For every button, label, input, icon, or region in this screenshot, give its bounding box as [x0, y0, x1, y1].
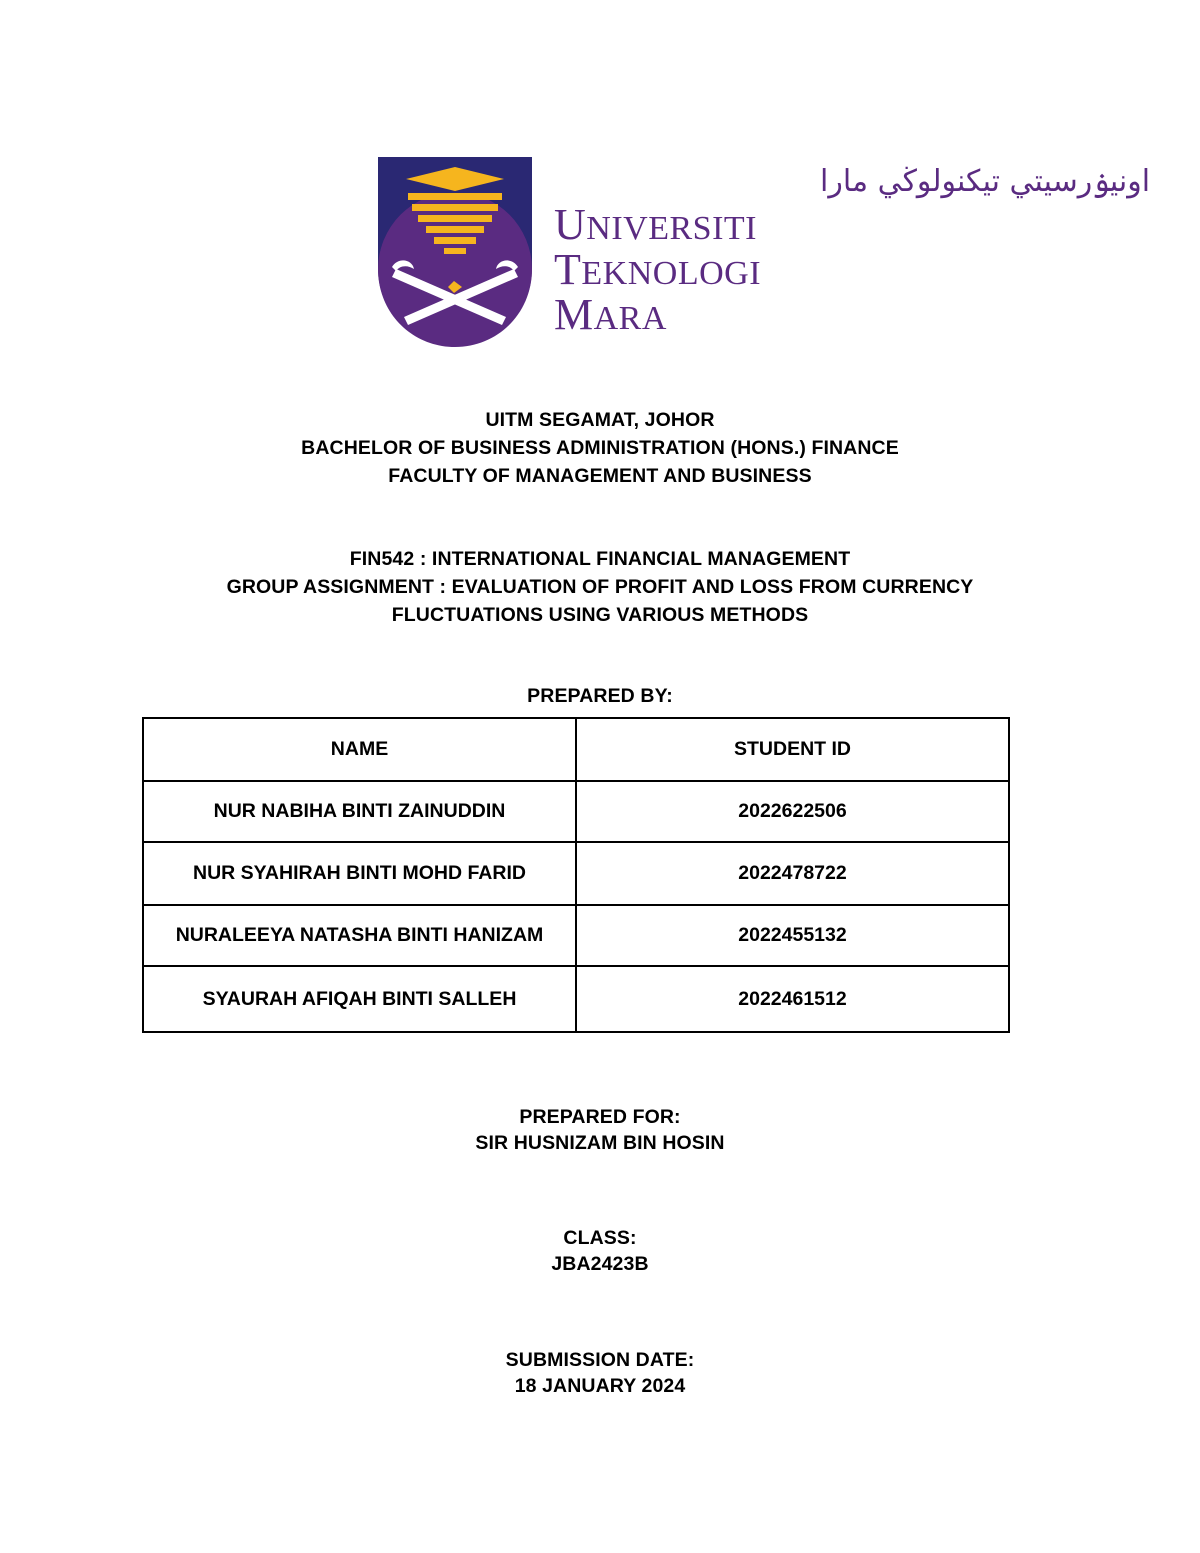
submission-date-value: 18 JANUARY 2024 — [514, 1375, 686, 1397]
wordmark-line-mara: MARA — [554, 290, 667, 339]
class-label: CLASS: — [563, 1227, 637, 1249]
uitm-wordmark — [554, 157, 1151, 349]
table-header-row — [143, 718, 1009, 781]
prepared-for-label: PREPARED FOR: — [519, 1106, 681, 1128]
student-name: SYAURAH AFIQAH BINTI SALLEH — [143, 966, 576, 1032]
assignment-title-line-1: GROUP ASSIGNMENT : EVALUATION OF PROFIT AND LOSS FROM CURRENCY — [226, 576, 974, 598]
student-name: NURALEEYA NATASHA BINTI HANIZAM — [143, 905, 576, 966]
submission-date-label: SUBMISSION DATE: — [505, 1349, 695, 1371]
student-id: 2022478722 — [576, 842, 1009, 905]
student-id: 2022455132 — [576, 905, 1009, 966]
student-id: 2022461512 — [576, 966, 1009, 1032]
course-info — [0, 545, 1200, 629]
submission-section — [0, 1347, 1200, 1399]
prepared-by-heading — [0, 682, 1200, 710]
column-header-name: NAME — [143, 718, 576, 781]
class-section — [0, 1225, 1200, 1277]
faculty-line: FACULTY OF MANAGEMENT AND BUSINESS — [388, 465, 812, 487]
programme-line: BACHELOR OF BUSINESS ADMINISTRATION (HONS.) FINANCE — [301, 437, 899, 459]
wordmark-line-teknologi: TEKNOLOGI — [554, 245, 762, 294]
course-title: FIN542 : INTERNATIONAL FINANCIAL MANAGEMENT — [349, 548, 851, 570]
column-header-student-id: STUDENT ID — [576, 718, 1009, 781]
prepared-for-section — [0, 1104, 1200, 1156]
wordmark-line-universiti: UNIVERSITI — [554, 200, 757, 249]
student-name: NUR NABIHA BINTI ZAINUDDIN — [143, 781, 576, 842]
uitm-crest-icon — [378, 157, 532, 347]
jawi-script-logotype — [554, 157, 1151, 203]
lecturer-name: SIR HUSNIZAM BIN HOSIN — [475, 1132, 725, 1154]
uitm-logo — [378, 157, 1151, 349]
student-id: 2022622506 — [576, 781, 1009, 842]
jawi-text: اونيۏرسيتي تيكنولوڬي مارا — [820, 164, 1151, 199]
student-name: NUR SYAHIRAH BINTI MOHD FARID — [143, 842, 576, 905]
class-value: JBA2423B — [551, 1253, 649, 1275]
student-table — [142, 717, 1010, 1033]
table-row — [143, 781, 1009, 842]
campus-line: UITM SEGAMAT, JOHOR — [485, 409, 715, 431]
table-row — [143, 966, 1009, 1032]
institution-info — [0, 406, 1200, 490]
table-row — [143, 842, 1009, 905]
prepared-by-label: PREPARED BY: — [527, 685, 673, 707]
table-row — [143, 905, 1009, 966]
assignment-title-line-2: FLUCTUATIONS USING VARIOUS METHODS — [391, 604, 809, 626]
